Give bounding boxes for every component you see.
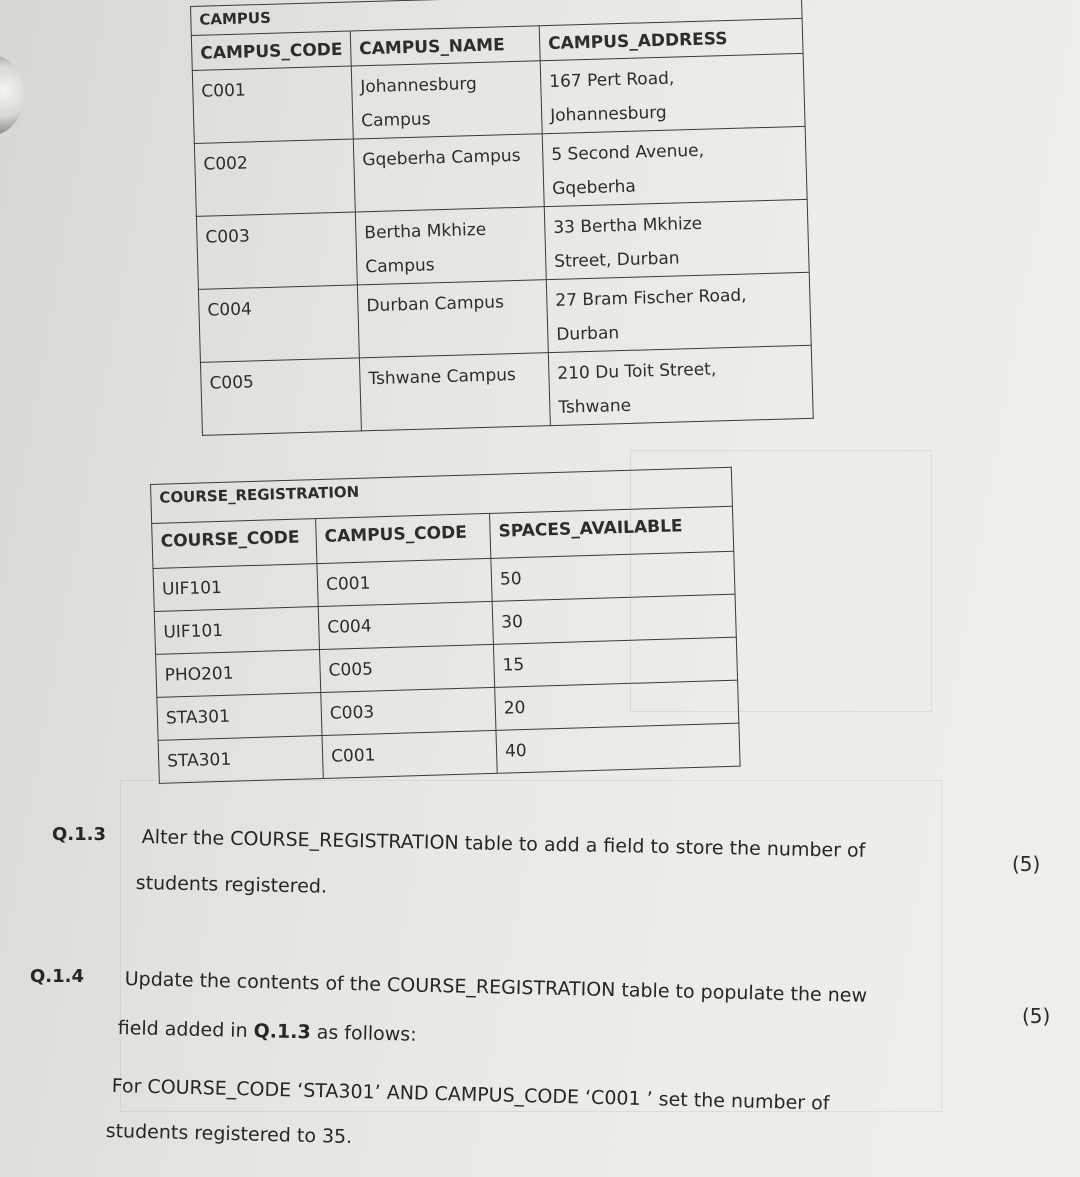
course-code-cell: STA301 bbox=[158, 736, 323, 784]
campus-address-cell bbox=[544, 199, 809, 279]
question-marks: (5) bbox=[1012, 852, 1041, 876]
question-marks: (5) bbox=[1022, 1004, 1051, 1028]
question-reference: Q.1.3 bbox=[253, 1020, 311, 1044]
course-campus-cell: C001 bbox=[322, 730, 497, 778]
campus-name-cell bbox=[355, 207, 546, 285]
campus-table-title: CAMPUS bbox=[191, 0, 803, 35]
campus-address-line: 33 Bertha Mkhize bbox=[553, 213, 703, 238]
campus-address-line: Gqeberha bbox=[551, 176, 637, 199]
course-spaces-cell: 15 bbox=[493, 637, 737, 687]
campus-address-line: Johannesburg bbox=[549, 102, 667, 126]
course-header-course-code: COURSE_CODE bbox=[152, 519, 317, 569]
question-number: Q.1.3 bbox=[52, 824, 107, 845]
campus-name-cell bbox=[359, 353, 550, 431]
campus-address-cell bbox=[542, 126, 807, 206]
course-spaces-cell: 40 bbox=[496, 723, 740, 773]
campus-address-line: 210 Du Toit Street, bbox=[557, 359, 717, 384]
campus-name-line: Campus bbox=[361, 109, 431, 132]
question-text-line: students registered. bbox=[135, 872, 328, 898]
campus-name-line: Gqeberha Campus bbox=[362, 145, 521, 171]
course-campus-cell: C001 bbox=[317, 558, 492, 606]
campus-address-line: 5 Second Avenue, bbox=[551, 140, 705, 165]
course-code-cell: STA301 bbox=[157, 693, 322, 741]
campus-header-name: CAMPUS_NAME bbox=[350, 26, 540, 66]
campus-header-address: CAMPUS_ADDRESS bbox=[539, 18, 803, 60]
campus-address-line: Tshwane bbox=[558, 395, 632, 418]
course-spaces-cell: 30 bbox=[492, 594, 736, 644]
campus-address-line: 27 Bram Fischer Road, bbox=[555, 285, 747, 311]
course-campus-cell: C005 bbox=[319, 644, 494, 692]
course-code-cell: UIF101 bbox=[154, 607, 319, 655]
course-registration-table bbox=[150, 467, 741, 784]
question-text-line: Update the contents of the COURSE_REGISTRATION table to populate the new bbox=[124, 968, 868, 1007]
course-spaces-cell: 20 bbox=[495, 680, 739, 730]
campus-name-cell bbox=[353, 134, 544, 212]
course-table-title: COURSE_REGISTRATION bbox=[151, 467, 733, 523]
campus-name-line: Campus bbox=[365, 255, 435, 278]
campus-address-cell bbox=[548, 345, 813, 425]
campus-header-code: CAMPUS_CODE bbox=[191, 31, 351, 70]
question-number: Q.1.4 bbox=[30, 966, 85, 987]
question-text-line: For COURSE_CODE ‘STA301’ AND CAMPUS_CODE ‘C001 ’ set the number of bbox=[111, 1075, 830, 1115]
campus-code-cell: C004 bbox=[198, 285, 359, 362]
campus-name-cell bbox=[351, 61, 542, 139]
question-text-suffix: as follows: bbox=[310, 1021, 417, 1046]
question-text-line: Alter the COURSE_REGISTRATION table to add a field to store the number of bbox=[141, 826, 866, 862]
course-campus-cell: C003 bbox=[321, 687, 496, 735]
campus-address-line: Street, Durban bbox=[554, 248, 680, 272]
campus-name-line: Bertha Mkhize bbox=[364, 219, 487, 244]
course-code-cell: UIF101 bbox=[153, 564, 318, 612]
campus-name-cell bbox=[357, 280, 548, 358]
campus-address-cell bbox=[546, 272, 811, 352]
course-spaces-cell: 50 bbox=[491, 551, 735, 601]
campus-address-line: Durban bbox=[556, 323, 620, 345]
campus-name-line: Johannesburg bbox=[360, 74, 478, 98]
question-text-line: students registered to 35. bbox=[105, 1120, 353, 1149]
course-header-campus-code: CAMPUS_CODE bbox=[316, 513, 491, 563]
campus-code-cell: C002 bbox=[194, 139, 355, 216]
campus-address-line: 167 Pert Road, bbox=[548, 68, 675, 92]
campus-name-line: Durban Campus bbox=[366, 292, 505, 317]
campus-table bbox=[190, 0, 814, 436]
campus-name-line: Tshwane Campus bbox=[368, 365, 517, 390]
question-text-prefix: field added in bbox=[117, 1017, 254, 1043]
campus-code-cell: C003 bbox=[196, 212, 357, 289]
campus-address-cell bbox=[540, 53, 805, 133]
campus-code-cell: C005 bbox=[200, 358, 361, 435]
campus-code-cell: C001 bbox=[192, 66, 353, 143]
course-code-cell: PHO201 bbox=[156, 650, 321, 698]
course-header-spaces: SPACES_AVAILABLE bbox=[490, 506, 734, 558]
course-campus-cell: C004 bbox=[318, 601, 493, 649]
